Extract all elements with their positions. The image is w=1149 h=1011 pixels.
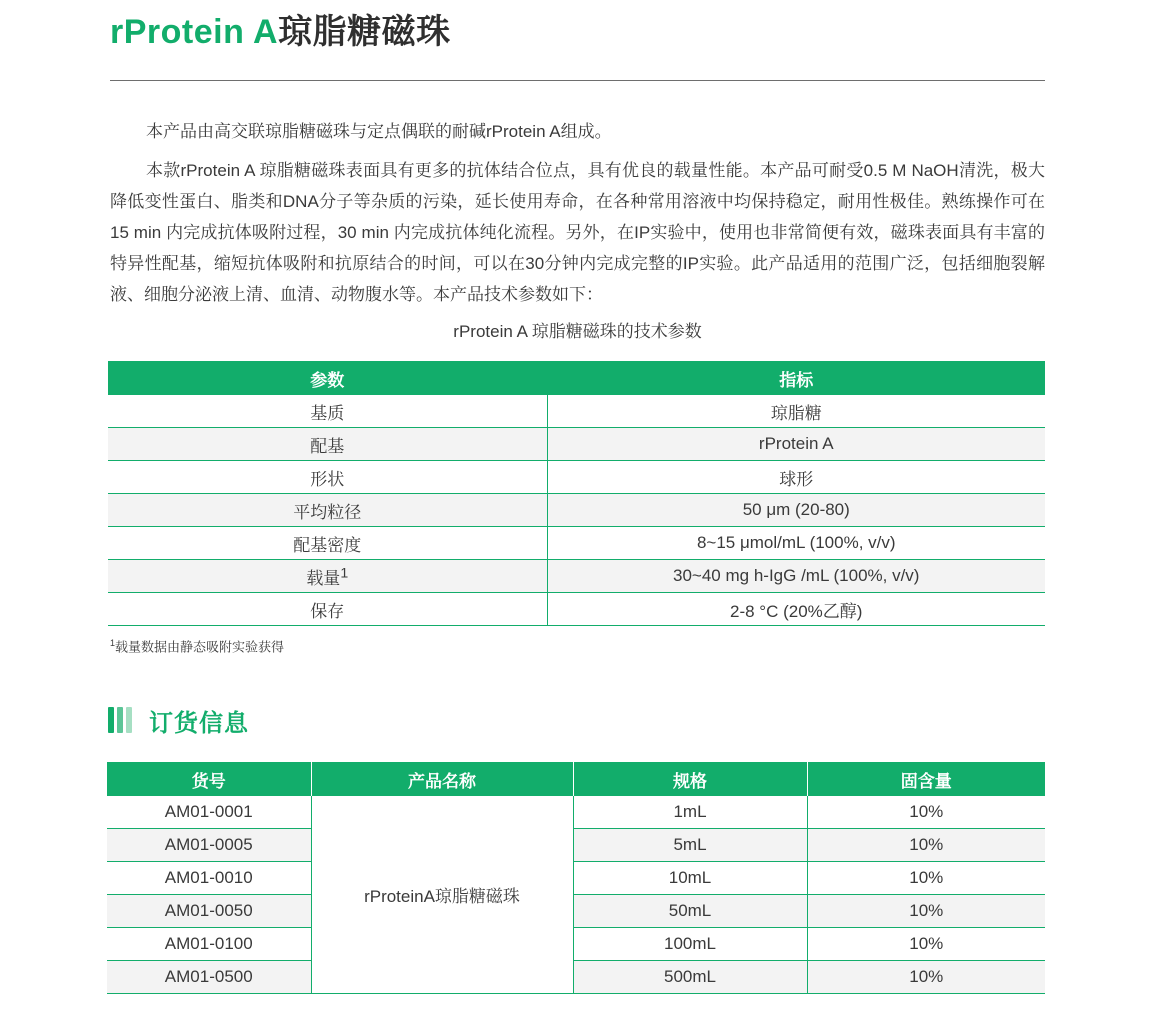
order-code: AM01-0500 <box>107 961 311 994</box>
table-row <box>107 895 1045 928</box>
table-row <box>107 928 1045 961</box>
header-param: 参数 <box>108 361 547 395</box>
spec-param: 载量 <box>306 568 341 588</box>
table-row <box>108 560 1045 593</box>
footnote-ref: 1 <box>340 564 349 581</box>
order-solid: 10% <box>807 928 1045 961</box>
header-spec: 规格 <box>573 762 807 796</box>
table-row <box>108 461 1045 494</box>
spec-value: 50 μm (20-80) <box>547 494 1045 527</box>
order-spec: 10mL <box>573 862 807 895</box>
spec-value: rProtein A <box>547 428 1045 461</box>
spec-value: 琼脂糖 <box>547 395 1045 428</box>
order-code: AM01-0005 <box>107 829 311 862</box>
intro-paragraph-1: 本产品由高交联琼脂糖磁珠与定点偶联的耐碱rProtein A组成。 <box>146 122 612 141</box>
order-spec: 1mL <box>573 796 807 829</box>
spec-table-header <box>108 361 1045 395</box>
order-solid: 10% <box>807 895 1045 928</box>
order-spec: 500mL <box>573 961 807 994</box>
page-title <box>110 10 451 54</box>
intro-paragraph-2: 本款rProtein A 琼脂糖磁珠表面具有更多的抗体结合位点，具有优良的载量性能。本产品可耐受0.5 M NaOH清洗，极大降低变性蛋白、脂类和DNA分子等杂质的污染，延长使用寿命，在各种常用溶液中均保持稳定，耐用性极佳。熟练操作可在15 min 内完成抗体吸附过程，30 min 内完成抗体纯化流程。另外，在IP实验中，使用也非常简便有效，磁珠表面具有丰富的特异性配基，缩短抗体吸附和抗原结合的时间，可以在30分钟内完成完整的IP实验。此产品适用的范围广泛，包括细胞裂解液、细胞分泌液上清、血清、动物腹水等。本产品技术参数如下： <box>110 161 1045 304</box>
title-accent: rProtein A <box>110 13 279 51</box>
section-bars-icon <box>108 707 135 733</box>
table-row <box>107 829 1045 862</box>
spec-value: 8~15 μmol/mL (100%, v/v) <box>547 527 1045 560</box>
intro-text <box>110 116 1045 318</box>
order-code: AM01-0050 <box>107 895 311 928</box>
table-row <box>108 527 1045 560</box>
title-divider <box>110 80 1045 81</box>
spec-value: 30~40 mg h-IgG /mL (100%, v/v) <box>547 560 1045 593</box>
spec-table-caption: rProtein A 琼脂糖磁珠的技术参数 <box>453 322 702 341</box>
order-table-header <box>107 762 1045 796</box>
header-code: 货号 <box>107 762 311 796</box>
table-row <box>107 862 1045 895</box>
spec-param: 配基密度 <box>108 527 547 560</box>
spec-table <box>108 361 1045 626</box>
footnote-mark: 1 <box>110 638 116 648</box>
table-row <box>108 593 1045 626</box>
footnote-text: 载量数据由静态吸附实验获得 <box>115 639 285 655</box>
title-rest: 琼脂糖磁珠 <box>278 13 451 51</box>
order-code: AM01-0001 <box>107 796 311 829</box>
spec-value: 球形 <box>547 461 1045 494</box>
spec-param: 基质 <box>108 395 547 428</box>
table-row <box>108 494 1045 527</box>
footnote <box>110 634 284 656</box>
order-spec: 100mL <box>573 928 807 961</box>
header-solid-content: 固含量 <box>807 762 1045 796</box>
order-section-title: 订货信息 <box>149 709 249 737</box>
spec-param-cell <box>108 560 547 593</box>
table-row <box>107 796 1045 829</box>
order-spec: 50mL <box>573 895 807 928</box>
spec-param: 形状 <box>108 461 547 494</box>
spec-param: 配基 <box>108 428 547 461</box>
order-code: AM01-0010 <box>107 862 311 895</box>
order-table <box>107 762 1045 994</box>
order-section-heading <box>108 704 249 736</box>
header-product-name: 产品名称 <box>311 762 573 796</box>
header-value: 指标 <box>547 361 1045 395</box>
order-code: AM01-0100 <box>107 928 311 961</box>
order-solid: 10% <box>807 829 1045 862</box>
order-solid: 10% <box>807 961 1045 994</box>
spec-param: 保存 <box>108 593 547 626</box>
table-row <box>107 961 1045 994</box>
order-solid: 10% <box>807 796 1045 829</box>
spec-param: 平均粒径 <box>108 494 547 527</box>
spec-value: 2-8 °C (20%乙醇) <box>547 593 1045 626</box>
order-solid: 10% <box>807 862 1045 895</box>
table-row <box>108 395 1045 428</box>
table-row <box>108 428 1045 461</box>
order-spec: 5mL <box>573 829 807 862</box>
order-product-name: rProteinA琼脂糖磁珠 <box>311 796 573 994</box>
